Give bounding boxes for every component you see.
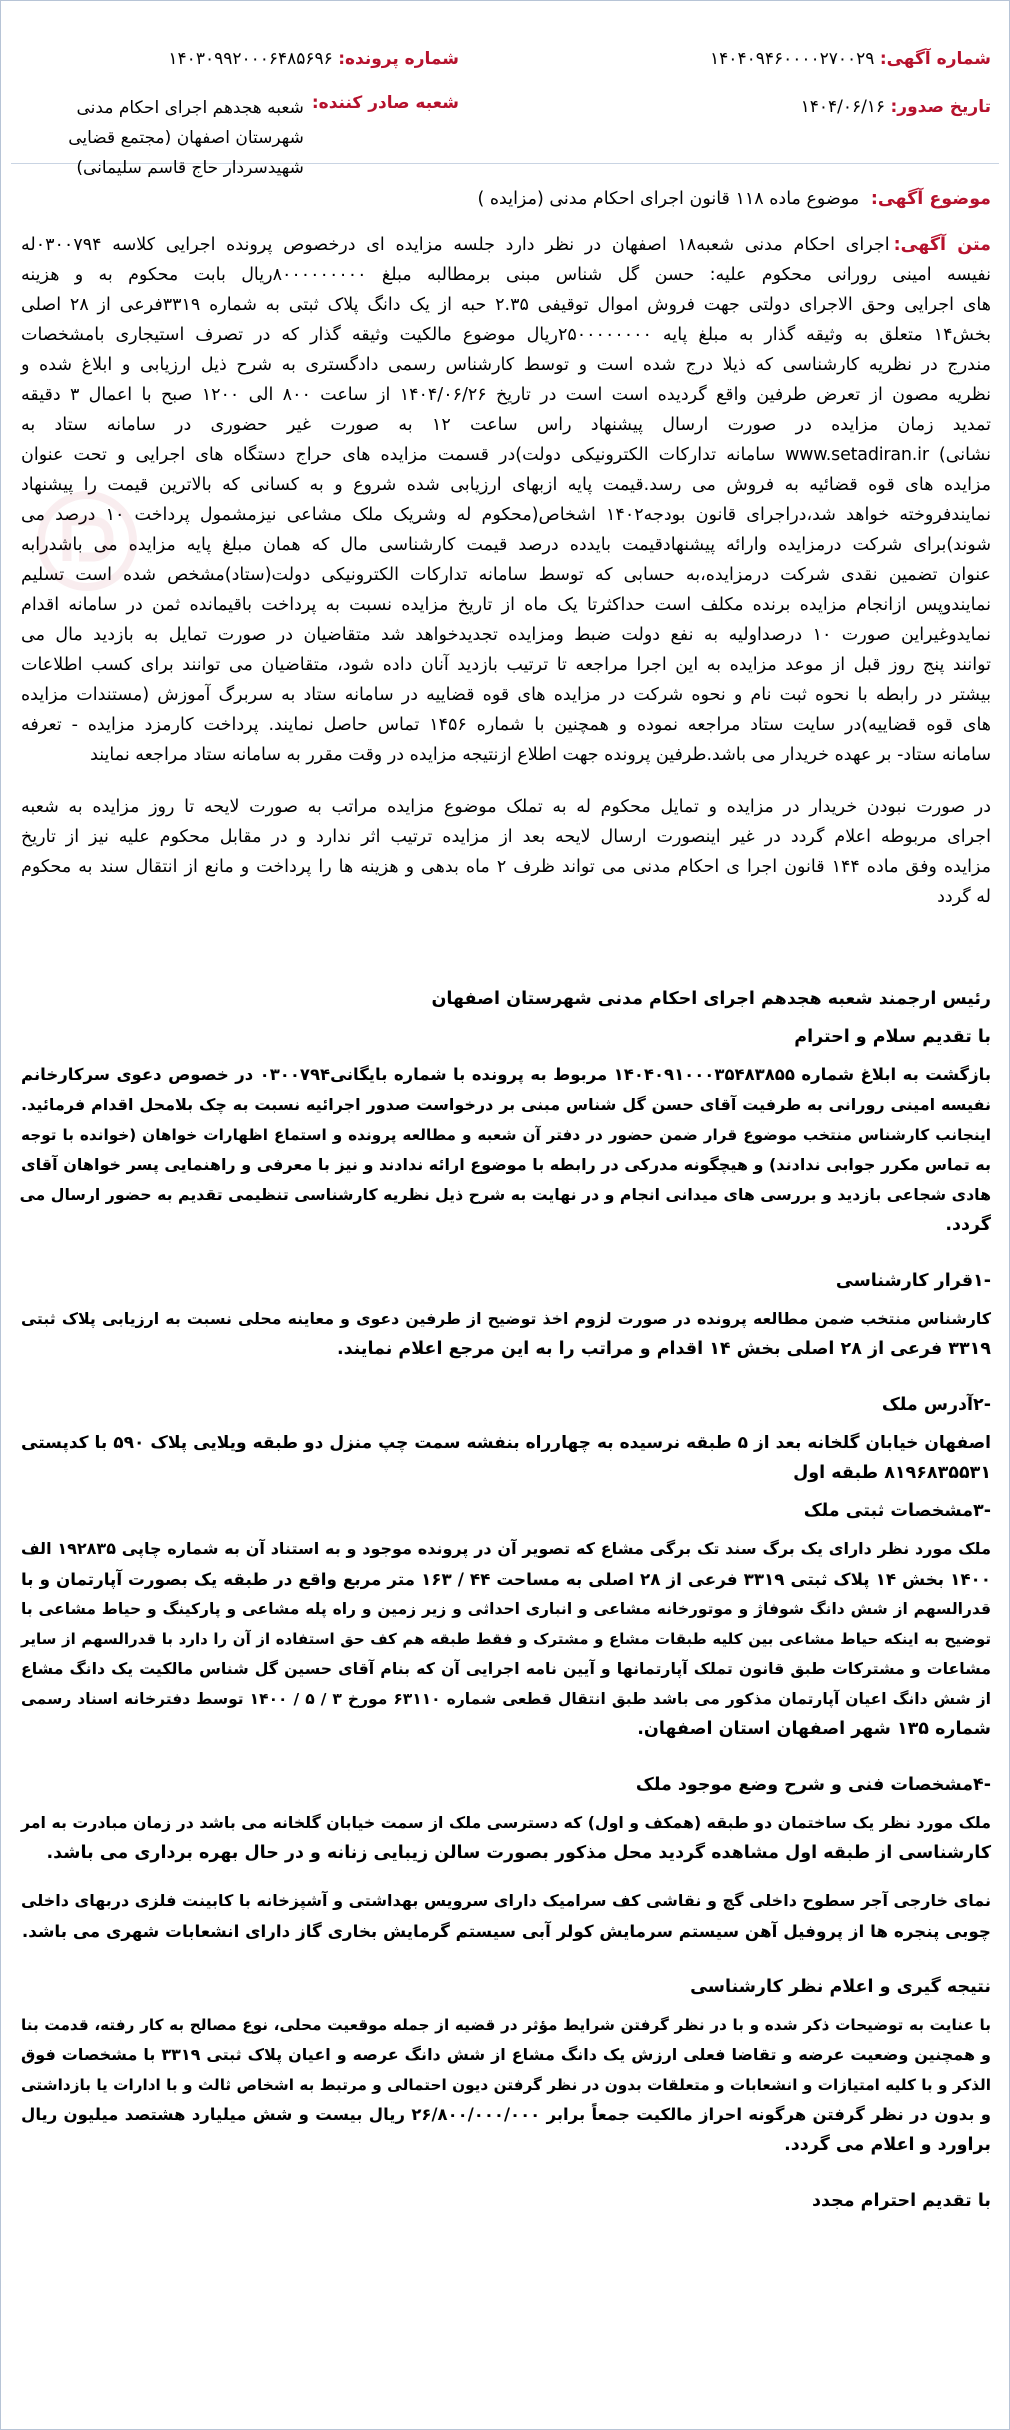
report-line: کارشناسی از طبقه اول مشاهده گردید محل مذکور بصورت سالن زیبایی زنانه و در حال بهره برداری می باشد. [46,1843,991,1863]
section-2-text [21,1428,991,1488]
report-line: شماره ۱۳۵ شهر اصفهان استان اصفهان. [637,1719,991,1739]
ad-text-line: له گردد [937,887,991,907]
ad-text-label: متن آگهی: [893,235,991,255]
report-line: کارشناس منتخب ضمن مطالعه پرونده در صورت لزوم اخذ توضیح از طرفین دعوی و معاینه محلی نسبت به ارزیابی پلاک ثبتی [21,1309,991,1328]
ad-text-line: توانند پنج روز قبل از موعد مزایده به این اجرا مراجعه تا ترتیب بازدید آنان داده شود، متقاضیان می توانند برای کسب اطلاعات [21,655,991,675]
ad-text-line: بیشتر در رابطه با نحوه ثبت نام و نحوه شرکت در مزایده های قوه قضاییه در سامانه ستاد به سربرگ آموزش (مستندات مزایده [21,685,991,705]
report-line: ملک مورد نظر دارای یک برگ سند تک برگی مشاع که تصویر آن در پرونده موجود و به استناد آن به شماره چاپی ۱۹۲۸۳۵ الف [21,1539,991,1558]
ad-text-line: اجرای مربوطه اعلام گردد در غیر اینصورت ارسال لایحه بعد از مزایده ترتیب اثر ندارد و در مقابل محکوم علیه نیز از تاریخ [21,827,991,847]
section-4-text-2 [21,1886,991,1946]
subject-label: موضوع آگهی: [870,189,991,209]
section-1-title: -۱قرار کارشناسی [835,1271,991,1291]
section-5-title: نتیجه گیری و اعلام نظر کارشناسی [690,1977,991,1997]
case-number-label: شماره پرونده: [338,49,459,69]
report-line: الذکر و با کلیه امتیازات و انشعابات و متعلقات بدون در نظر گرفتن دیون احتمالی و مرتبط به اشخاص ثالث و با ادارات یا بازداشتی [21,2076,991,2094]
report-greeting: با تقدیم سلام و احترام [794,1027,991,1047]
header-right-column [551,45,991,127]
subject-row [21,186,991,212]
report-line: اینجانب کارشناس منتخب موضوع قرار ضمن حضور در دفتر آن شعبه و مطالعه پرونده و استماع اظهارات خواهان (خوانده با توجه [21,1126,991,1144]
ad-text-line: شوند)برای شرکت درمزایده وارائه پیشنهادقیمت بایدده درصد قیمت کارشناسی مال که همان مبلغ پایه مزایده می باشدرابه [21,535,991,555]
ad-text-line: نفیسه امینی رورانی محکوم علیه: حسن گل شناس مبنی برمطالبه مبلغ ۸۰۰۰۰۰۰۰۰۰ریال بابت محکوم به و هزینه [21,265,991,285]
ad-text-line: عنوان تضمین نقدی شرکت درمزایده،به حسابی که توسط سامانه تدارکات الکترونیکی دولت(ستاد)مشخص شده است تسلیم [21,565,991,585]
issue-date: ۱۴۰۴/۰۶/۱۶ [800,97,886,117]
report-line: گردد. [945,1215,991,1235]
issue-date-row [551,93,991,121]
report-line: و بدون در نظر گرفتن هرگونه احراز مالکیت جمعاً برابر ۲۶/۸۰۰/۰۰۰/۰۰۰ ریال بیست و شش میلیارد هشتصد میلیون ریال [21,2105,991,2124]
report-line: با عنایت به توضیحات ذکر شده و با در نظر گرفتن شرایط مؤثر در قضیه از جمله موقعیت محلی، نوع مصالح به کار رفته، قدمت بنا [21,2016,991,2034]
report-line: نمای خارجی آجر سطوح داخلی گچ و نقاشی کف سرامیک دارای سرویس بهداشتی و آشپزخانه با کابینت فلزی دربهای داخلی [21,1891,991,1910]
section-1-text [21,1304,991,1364]
report-line: براورد و اعلام می گردد. [784,2135,991,2155]
report-line: هادی شجاعی بازدید و بررسی های میدانی انجام و در نهایت به شرح ذیل نظریه کارشناسی تنظیمی تقدیم به حضور ارسال می [19,1185,991,1204]
ad-text-paragraph-2 [21,792,991,912]
subject-text: موضوع ماده ۱۱۸ قانون اجرای احکام مدنی (مزایده ) [477,189,860,209]
ad-text-line: تمدید زمان مزایده در صورت ارسال پیشنهاد راس ساعت ۱۲ به صورت غیر حضوری در سامانه ستاد به [21,415,992,435]
ad-text-line: بخش۱۴ متعلق به وثیقه گذار به مبلغ پایه ۲۵۰۰۰۰۰۰۰۰ریال موضوع مالکیت وثیقه گذار که در تصرف استیجاری بامشخصات [21,325,991,345]
report-line: ۱۴۰۰ بخش ۱۴ پلاک ثبتی ۳۳۱۹ فرعی از ۲۸ اصلی به مساحت ۴۴ / ۱۶۳ متر مربع واقع در طبقه یک بصورت آپارتمان و با [21,1569,991,1589]
section-2-title: -۲آدرس ملک [881,1395,991,1415]
report-line: ملک مورد نظر یک ساختمان دو طبقه (همکف و اول) که دسترسی ملک از سمت خیابان گلخانه می باشد در زمان مبادرت به امر [21,1813,991,1832]
ad-text-line: مزایده های قوه قضائیه به فروش می رسد.قیمت پایه ازبهای ارزیابی شده شروع و به کسانی که بالاترین قیمت را پیشنهاد [21,475,991,495]
section-3-text [21,1534,991,1744]
section-3-title: -۳مشخصات ثبتی ملک [803,1501,991,1521]
ad-text-line: نشانی) www.setadiran.ir سامانه تدارکات الکترونیکی دولت)در قسمت مزایده های حراج دستگاه های اجرایی و تحت عنوان [21,445,991,465]
report-line: و همچنین وضعیت عرضه و تقاضا فعلی ارزش یک دانگ مشاع از شش دانگ عرصه و اعیان پلاک ثبتی ۳۳۱۹ با مشخصات فوق [21,2045,992,2064]
report-line: چوبی پنجره ها از پروفیل آهن سیستم سرمایش کولر آبی سیستم گرمایش بخاری گاز دارای انشعابات شهری می باشد. [21,1921,991,1941]
ad-text-line: های اجرایی وحق الاجرای دولتی جهت فروش اموال توقیفی ۲.۳۵ حبه از یک دانگ پلاک ثبتی به شماره ۳۳۱۹فرعی از ۲۸ اصلی [21,295,991,315]
report-line: نفیسه امینی رورانی به طرفیت آقای حسن گل شناس مبنی بر درخواست صدور اجرائیه نسبت به چک بلامحل اقدام فرمائید. [21,1095,991,1114]
notice-header [1,1,1009,178]
report-line: ۸۱۹۶۸۳۵۵۳۱ طبقه اول [793,1463,991,1483]
ad-text-line: متن آگهی:اجرای احکام مدنی شعبه۱۸ اصفهان در نظر دارد جلسه مزایده ای درخصوص پرونده اجرایی کلاسه ۰۳۰۰۷۹۴له [21,235,991,255]
issuer-label: شعبه صادر کننده: [311,93,459,113]
expert-report [21,984,991,2216]
ad-text-line: مندرج در نظریه کارشناسی که ذیلا درج شده است و توسط کارشناس رسمی دادگستری به شرح ذیل ارزیابی و ابلاغ شده و [21,355,991,375]
report-intro [21,1060,991,1240]
ad-text-line: سامانه ستاد- بر عهده خریدار می باشد.طرفین پرونده جهت اطلاع ازنتیجه مزایده در وقت مقرر به سامانه ستاد مراجعه نمایند [90,745,991,765]
ad-text-line: نمایندفروخته خواهد شد،دراجرای قانون بودجه۱۴۰۲ اشخاص(محکوم له وشریک ملک مشاعی نیزمشمول پرداخت ۱۰ درصد می [21,505,991,525]
header-left-column [19,45,459,178]
report-line: به تماس مکرر جوابی ندادند) و هیچگونه مدرکی در رابطه با موضوع ارائه ندادند و نیز با معرفی و راهنمایی پسر خواهان آقای [21,1155,991,1174]
watermark-logo-icon [37,491,137,591]
section-4-text [21,1808,991,1868]
report-line: از شش دانگ اعیان آپارتمان مذکور می باشد طبق انتقال قطعی شماره ۶۳۱۱۰ مورخ ۳ / ۵ / ۱۴۰۰ توسط دفترخانه اسناد رسمی [21,1690,991,1708]
issuer: شعبه هجدهم اجرای احکام مدنی شهرستان اصفهان (مجتمع قضایی شهیدسردار حاج قاسم سلیمانی) [68,98,304,178]
report-closing: با تقدیم احترام مجدد [812,2191,991,2211]
ad-text-paragraph-1 [21,230,991,770]
ad-text-line: نظریه مصون از تعرض طرفین واقع گردیده است است در تاریخ ۱۴۰۴/۰۶/۲۶ از ساعت ۸۰۰ الی ۱۲۰۰ صبح با اعمال ۳ دقیقه [21,385,992,405]
ad-text-line: های قوه قضاییه)در سایت ستاد مراجعه نموده و همچنین با شماره ۱۴۵۶ تماس حاصل نمایند. پرداخت کارمزد مزایده - تعرفه [21,715,992,735]
case-number-row [19,45,459,73]
report-line: ۳۳۱۹ فرعی از ۲۸ اصلی بخش ۱۴ اقدام و مراتب را به این مرجع اعلام نمایند. [336,1339,991,1359]
report-line: بازگشت به ابلاغ شماره ۱۴۰۴۰۹۱۰۰۰۳۵۴۸۳۸۵۵ مربوط به پرونده با شماره بایگانی۰۳۰۰۷۹۴ در خصوص دعوی سرکارخانم [21,1065,992,1084]
report-line: توضیح به اینکه حیاط مشاعی بین کلیه طبقات مشاع و مشترک و فقط طبقه هم کف حق استفاده از آن را دارد با قدرالسهم از سایر [21,1630,991,1648]
report-line: اصفهان خیابان گلخانه بعد از ۵ طبقه نرسیده به چهارراه بنفشه سمت چپ منزل دو طبقه ویلایی پلاک ۵۹۰ با کدپستی [21,1433,991,1453]
issuer-row [19,93,459,183]
ad-text-line: مزایده وفق ماده ۱۴۴ قانون اجرا ی احکام مدنی می تواند ظرف ۲ ماه بدهی و هزینه ها را پرداخت و مانع از انتقال سند به محکوم [21,857,992,877]
ad-number-label: شماره آگهی: [879,49,991,69]
report-line: قدرالسهم از شش دانگ شوفاژ و موتورخانه مشاعی و انباری احداثی و زیر زمین و راه پله مشاعی و پارکینگ و حیاط مشاعی با [21,1600,991,1618]
issue-date-label: تاریخ صدور: [890,97,991,117]
section-4-title: -۴مشخصات فنی و شرح وضع موجود ملک [635,1775,991,1795]
notice-content [1,186,1009,2216]
report-recipient: رئیس ارجمند شعبه هجدهم اجرای احکام مدنی شهرستان اصفهان [431,989,991,1009]
ad-text-line: نمایدوغیراین صورت ۱۰ درصداولیه به نفع دولت ضبط ومزایده تجدیدخواهد شد متقاضیان در صورت تمایل به بازدید مال می [21,625,992,645]
ad-number: ۱۴۰۴۰۹۴۶۰۰۰۰۲۷۰۰۲۹ [710,49,875,69]
ad-text-line: نمایندوپس ازانجام مزایده برنده مکلف است حداکثرتا یک ماه از تاریخ مزایده نسبت به پرداخت باقیمانده ثمن در سامانه اقدام [21,595,991,615]
report-line: مشاعات و مشترکات طبق قانون تملک آپارتمانها و آیین نامه اجرایی آن که بنام آقای حسین گل شناس مالکیت یک دانگ مشاع [21,1659,991,1678]
section-5-text [21,2010,991,2160]
ad-text-line: در صورت نبودن خریدار در مزایده و تمایل محکوم له به تملک موضوع مزایده مراتب به صورت لایحه تا روز مزایده به شعبه [21,797,991,817]
ad-number-row [551,45,991,73]
case-number: ۱۴۰۳۰۹۹۲۰۰۰۶۴۸۵۶۹۶ [168,49,333,69]
